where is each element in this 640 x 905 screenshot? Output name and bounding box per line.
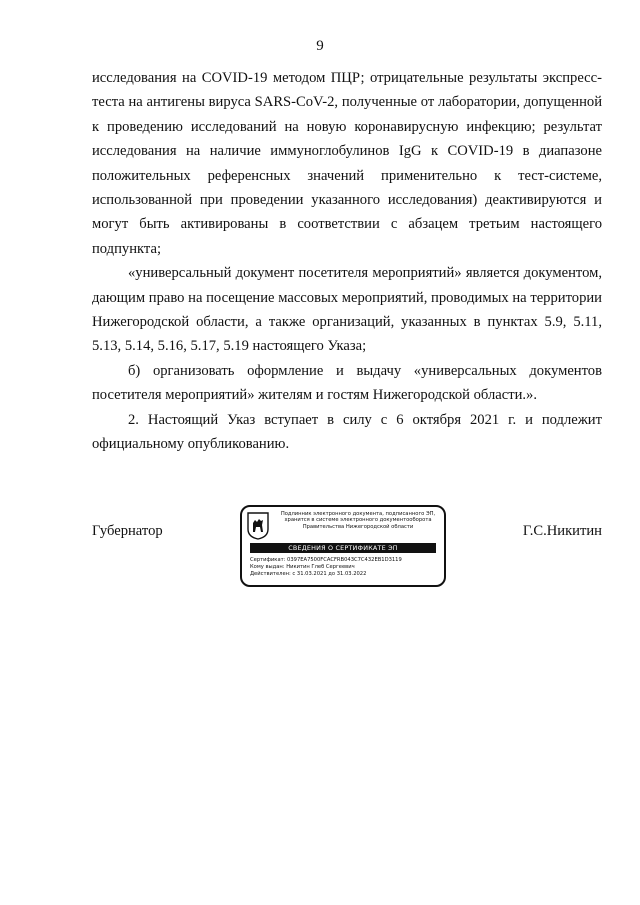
stamp-header-line: хранится в системе электронного документооборота [284, 517, 432, 524]
stamp-header-line: Подлинник электронного документа, подписанного ЭП, [280, 511, 436, 517]
stamp-title: СВЕДЕНИЯ О СЕРТИФИКАТЕ ЭП [250, 543, 436, 553]
signatory-position: Губернатор [92, 523, 163, 539]
regional-emblem-icon [247, 512, 269, 540]
stamp-header-line: Правительства Нижегородской области [302, 523, 414, 530]
certificate-validity: Действителен: с 31.03.2021 до 31.03.2022 [250, 570, 367, 577]
stamp-header [274, 511, 442, 530]
paragraph-effective-date: 2. Настоящий Указ вступает в силу с 6 октября 2021 г. и подлежит официальному опубликованию. [92, 411, 602, 453]
electronic-signature-stamp [240, 505, 446, 587]
stamp-details [250, 557, 440, 577]
document-body [92, 66, 602, 457]
paragraph-organize-issuance: б) организовать оформление и выдачу «универсальных документов посетителя мероприятий» жителям и гостям Нижегородской области.». [92, 362, 602, 404]
certificate-owner: Кому выдан: Никитин Глеб Сергеевич [250, 563, 355, 570]
paragraph-universal-document: «универсальный документ посетителя мероприятий» является документом, дающим право на посещение массовых мероприятий, проводимых на территории Нижегородской области, а также организаций, указанных в пунктах 5.9, 5.11, 5.13, 5.14, 5.16, 5.17, 5.19 настоящего Указа; [92, 265, 602, 355]
certificate-number: Сертификат: 0397EA7500FCACFRB043C7C432EB1D3119 [250, 557, 402, 563]
page-number: 9 [316, 38, 324, 54]
signature-block [92, 505, 602, 595]
signatory-name: Г.С.Никитин [522, 523, 602, 539]
paragraph-continuation: исследования на COVID-19 методом ПЦР; отрицательные результаты экспресс-теста на антигены вируса SARS-CoV-2, полученные от лаборатории, допущенной к проведению исследований на новую коронавирусную инфекцию; результат исследования на наличие иммуноглобулинов IgG к COVID-19 в диапазоне положительных референсных значений применительно к тест-системе, использованной при проведении указанного исследования) деактивируются и могут быть активированы в соответствии с абзацем третьим настоящего подпункта; [92, 70, 602, 257]
